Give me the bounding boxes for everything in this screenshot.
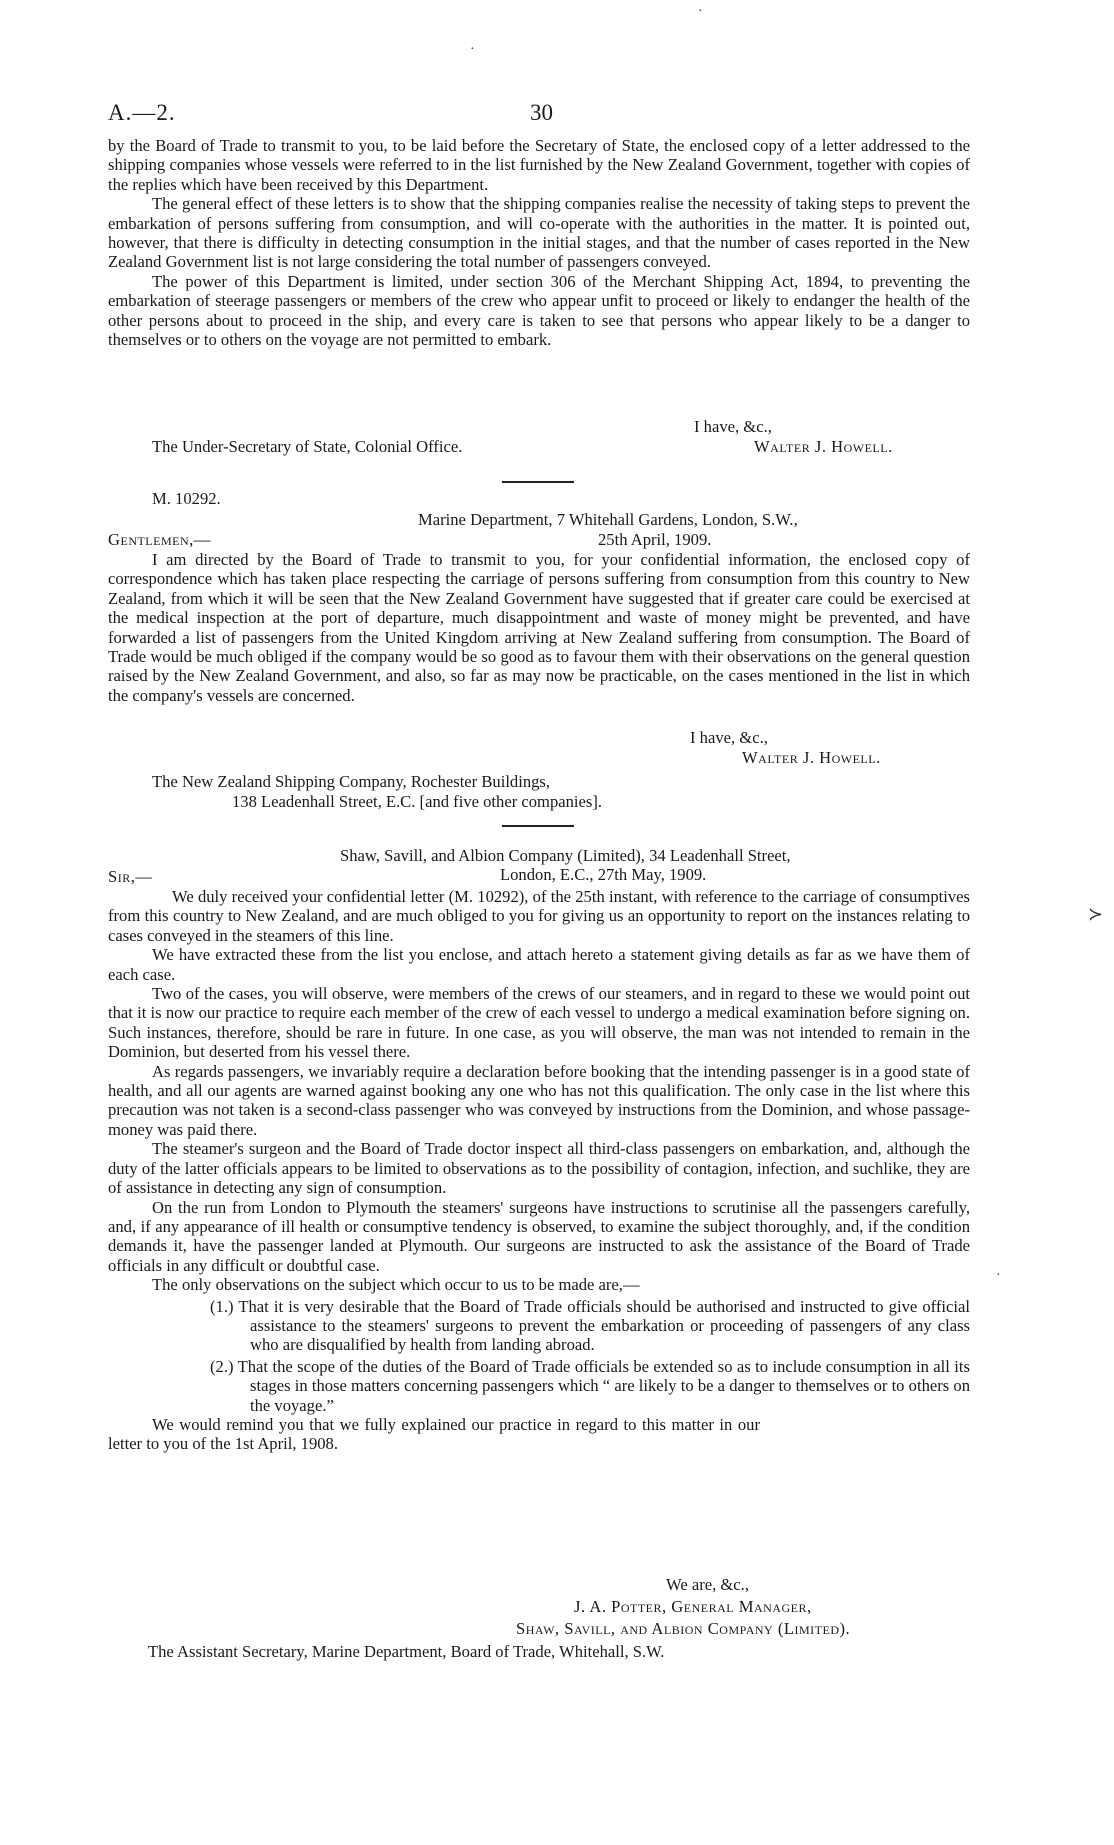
letter-3-body xyxy=(108,887,970,1454)
letter-3-address: London, E.C., 27th May, 1909. xyxy=(500,865,707,884)
letter-2-reference: M. 10292. xyxy=(152,489,221,508)
letter-2-paragraph: I am directed by the Board of Trade to transmit to you, for your confidential information, the enclosed copy of correspondence which has taken place respecting the carriage of persons suffering from consumption from this country to New Zealand, from which it will be seen that the New Zealand Government have suggested that if greater care could be exercised at the medical inspection at the port of departure, much disappointment and waste of money might be prevented, and have forwarded a list of passengers from the United Kingdom arriving at New Zealand suffering from consumption. The Board of Trade would be much obliged if the company would be so good as to favour them with their observations on the general question raised by the New Zealand Government, and also, so far as may now be practicable, on the cases mentioned in the list in which the company's vessels are concerned. xyxy=(108,550,970,705)
section-divider xyxy=(502,825,574,827)
letter-2-closing: I have, &c., xyxy=(690,728,768,747)
letter-3-signature-company: Shaw, Savill, and Albion Company (Limited). xyxy=(516,1619,851,1638)
letter-3-address: Shaw, Savill, and Albion Company (Limited), 34 Leadenhall Street, xyxy=(340,846,791,865)
letter-1-body xyxy=(108,136,970,349)
document-reference: A.—2. xyxy=(108,100,176,125)
letter-2-date: 25th April, 1909. xyxy=(598,530,712,549)
letter-1-closing: I have, &c., xyxy=(694,417,772,436)
letter-1-paragraph: The power of this Department is limited, under section 306 of the Merchant Shipping Act, 1894, to preventing the embarkation of steerage passengers or members of the crew who appear unfit to proceed or likely to endanger the health of the other persons about to proceed in the ship, and every care is taken to see that persons who appear likely to be a danger to themselves or to others on the voyage are not permitted to embark. xyxy=(108,271,970,350)
letter-3-list-item: (2.) That the scope of the duties of the Board of Trade officials be extended so as to include consumption in all its stages in those matters concerning passengers which “ are likely to be a danger to themselves or to others on the voyage.” xyxy=(210,1356,970,1415)
letter-3-salutation: Sir,— xyxy=(108,867,153,886)
letter-3-paragraph: We have extracted these from the list you enclose, and attach hereto a statement giving details as far as we have them of each case. xyxy=(108,945,970,984)
letter-1-paragraph: The general effect of these letters is to show that the shipping companies realise the necessity of taking steps to prevent the embarkation of persons suffering from consumption, and will co-operate with the authorities in the matter. It is pointed out, however, that there is difficulty in detecting consumption in the initial stages, and that the number of cases reported in the New Zealand Government list is not large considering the total number of passengers conveyed. xyxy=(108,194,970,272)
letter-2-body xyxy=(108,550,970,705)
letter-3-addressee: The Assistant Secretary, Marine Department, Board of Trade, Whitehall, S.W. xyxy=(148,1642,665,1661)
letter-2-addressee: The New Zealand Shipping Company, Rochester Buildings, xyxy=(152,772,551,791)
letter-3-signature-name: J. A. Potter, General Manager, xyxy=(574,1597,812,1616)
letter-3-list-item: (1.) That it is very desirable that the Board of Trade officials should be authorised and instructed to give official assistance to the steamers' surgeons to prevent the embarkation or proceeding of passengers of any class who are disqualified by health from landing abroad. xyxy=(210,1296,970,1355)
stray-mark-right: ≻ xyxy=(1088,904,1104,924)
letter-3-paragraph: On the run from London to Plymouth the steamers' surgeons have instructions to scrutinise all the passengers carefully, and, if any appearance of ill health or consumptive tendency is observed, to examine the subject thoroughly, and, if the condition demands it, have the passenger landed at Plymouth. Our surgeons are instructed to ask the assistance of the Board of Trade officials in any difficult or doubtful case. xyxy=(108,1197,970,1275)
letter-3-paragraph: Two of the cases, you will observe, were members of the crews of our steamers, and in regard to these we would point out that it is now our practice to require each member of the crew of each vessel to undergo a medical examination before signing on. Such instances, therefore, should be rare in future. In one case, as you will observe, the man was not intended to remain in the Dominion, but deserted from his vessel there. xyxy=(108,984,970,1062)
letter-3-paragraph: We would remind you that we fully explained our practice in regard to this matter in our letter to you of the 1st April, 1908. xyxy=(108,1414,760,1454)
letter-3-closing: We are, &c., xyxy=(666,1575,749,1594)
letter-2-salutation: Gentlemen,— xyxy=(108,530,211,549)
letter-1-addressee: The Under-Secretary of State, Colonial Office. xyxy=(152,437,463,456)
letter-3-paragraph: As regards passengers, we invariably require a declaration before booking that the intending passenger is in a good state of health, and all our agents are warned against booking any one who has not this qualification. The only case in the list where this precaution was not taken is a second-class passenger who was conveyed by instructions from the Dominion, and whose passage-money was paid there. xyxy=(108,1061,970,1139)
stray-mark-top2: · xyxy=(470,42,475,57)
section-divider xyxy=(502,481,574,483)
letter-1-signature: Walter J. Howell. xyxy=(754,437,893,456)
letter-2-signature: Walter J. Howell. xyxy=(742,748,881,767)
stray-mark-top: · xyxy=(698,4,703,19)
letter-3-paragraph: The steamer's surgeon and the Board of Trade doctor inspect all third-class passengers on embarkation, and, although the duty of the latter officials appears to be limited to observations as to the possibility of contagion, infection, and suchlike, they are of assistance in detecting any sign of consumption. xyxy=(108,1139,970,1198)
page-number: 30 xyxy=(530,100,553,125)
stray-mark-margin: · xyxy=(996,1268,1001,1283)
letter-2-addressee: 138 Leadenhall Street, E.C. [and five other companies]. xyxy=(232,792,603,811)
letter-1-paragraph: by the Board of Trade to transmit to you, to be laid before the Secretary of State, the enclosed copy of a letter addressed to the shipping companies whose vessels were referred to in the list furnished by the New Zealand Government, together with copies of the replies which have been received by this Department. xyxy=(108,136,970,194)
letter-3-paragraph: We duly received your confidential letter (M. 10292), of the 25th instant, with reference to the carriage of consumptives from this country to New Zealand, and are much obliged to you for giving us an opportunity to report on the instances relating to cases conveyed in the steamers of this line. xyxy=(108,887,970,945)
letter-3-paragraph: The only observations on the subject which occur to us to be made are,— xyxy=(152,1275,640,1295)
letter-2-address: Marine Department, 7 Whitehall Gardens, London, S.W., xyxy=(418,510,798,529)
